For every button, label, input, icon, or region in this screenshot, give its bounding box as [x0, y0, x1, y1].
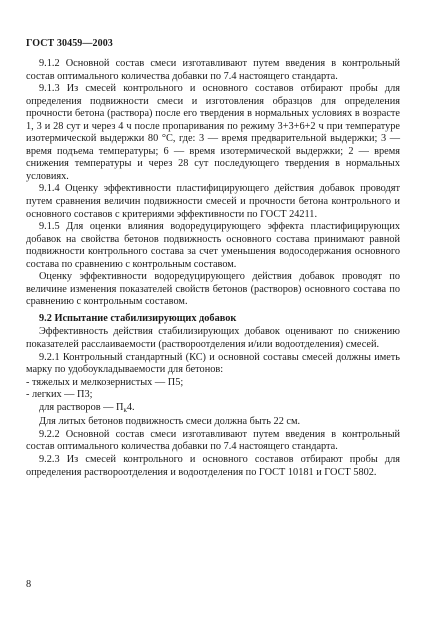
- page-body: [26, 58, 400, 479]
- mortar-mobility-line: [26, 402, 400, 417]
- paragraph-9-1-4: 9.1.4 Оценку эффективности пластифицирующего действия добавок проводят путем сравнения величин подвижности смесей и прочности бетона контрольного и основного составов с критериями эффективности по ГОСТ 24211.: [26, 183, 400, 220]
- paragraph-evaluation: Оценку эффективности водоредуцирующего действия добавок проводят по величине изменения показателей свойств бетонов (растворов) основного состава по сравнению с контрольным составом.: [26, 271, 400, 308]
- page-number: 8: [26, 579, 32, 590]
- mortar-prefix: для растворов — П: [39, 401, 124, 413]
- mortar-suffix: 4.: [126, 401, 135, 413]
- paragraph-9-2-1: 9.2.1 Контрольный стандартный (КС) и основной составы смесей должны иметь марку по удобоукладываемости для бетонов:: [26, 351, 400, 376]
- section-heading-9-2: 9.2 Испытание стабилизирующих добавок: [39, 312, 237, 324]
- paragraph-9-1-2: 9.1.2 Основной состав смеси изготавливают путем введения в контрольный состав оптимального количества добавки по 7.4 настоящего стандарта.: [26, 58, 400, 82]
- paragraph-9-1-3: 9.1.3 Из смесей контрольного и основного составов отбирают пробы для определения подвижности смеси и изготовления образцов для определения прочности бетона (раствора) после его твердения в нормальных условиях в возрасте 1, 3 и 28 сут и через 4 ч после пропаривания по режиму 3+3+6+2 ч при температуре изотермической выдержки 80 °С, где: 3 — время предварительной выдержки; 3 — время подъема температуры; 6 — время изотермической выдержки; 2 — время снижения температуры и через 28 сут последующего твердения в нормальных условиях.: [26, 83, 400, 182]
- standard-header: ГОСТ 30459—2003: [26, 38, 113, 49]
- mortar-subscript: к: [123, 405, 127, 414]
- paragraph-9-2-3: 9.2.3 Из смесей контрольного и основного составов отбирают пробы для определения раствороотделения и водоотделения по ГОСТ 10181 и ГОСТ 5802.: [26, 453, 400, 478]
- paragraph-9-2-2: 9.2.2 Основной состав смеси изготавливают путем введения в контрольный состав оптимального количества добавки по 7.4 настоящего стандарта.: [26, 428, 400, 453]
- paragraph-9-1-5: 9.1.5 Для оценки влияния водоредуцирующего эффекта пластифицирующих добавок на свойства бетонов подвижность основного состава принимают равной подвижности контрольного состава за счет уменьшения водосодержания основного состава по сравнению с контрольным составом.: [26, 221, 400, 270]
- paragraph-9-2-intro: Эффективность действия стабилизирующих добавок оценивают по снижению показателей расслаиваемости (раствороотделения и/или водоотделения) смесей.: [26, 326, 400, 351]
- list-item-light: - легких — П3;: [26, 389, 93, 401]
- paragraph-self-compacting: Для литых бетонов подвижность смеси должна быть 22 см.: [39, 416, 301, 428]
- list-item-heavy: - тяжелых и мелкозернистых — П5;: [26, 376, 184, 388]
